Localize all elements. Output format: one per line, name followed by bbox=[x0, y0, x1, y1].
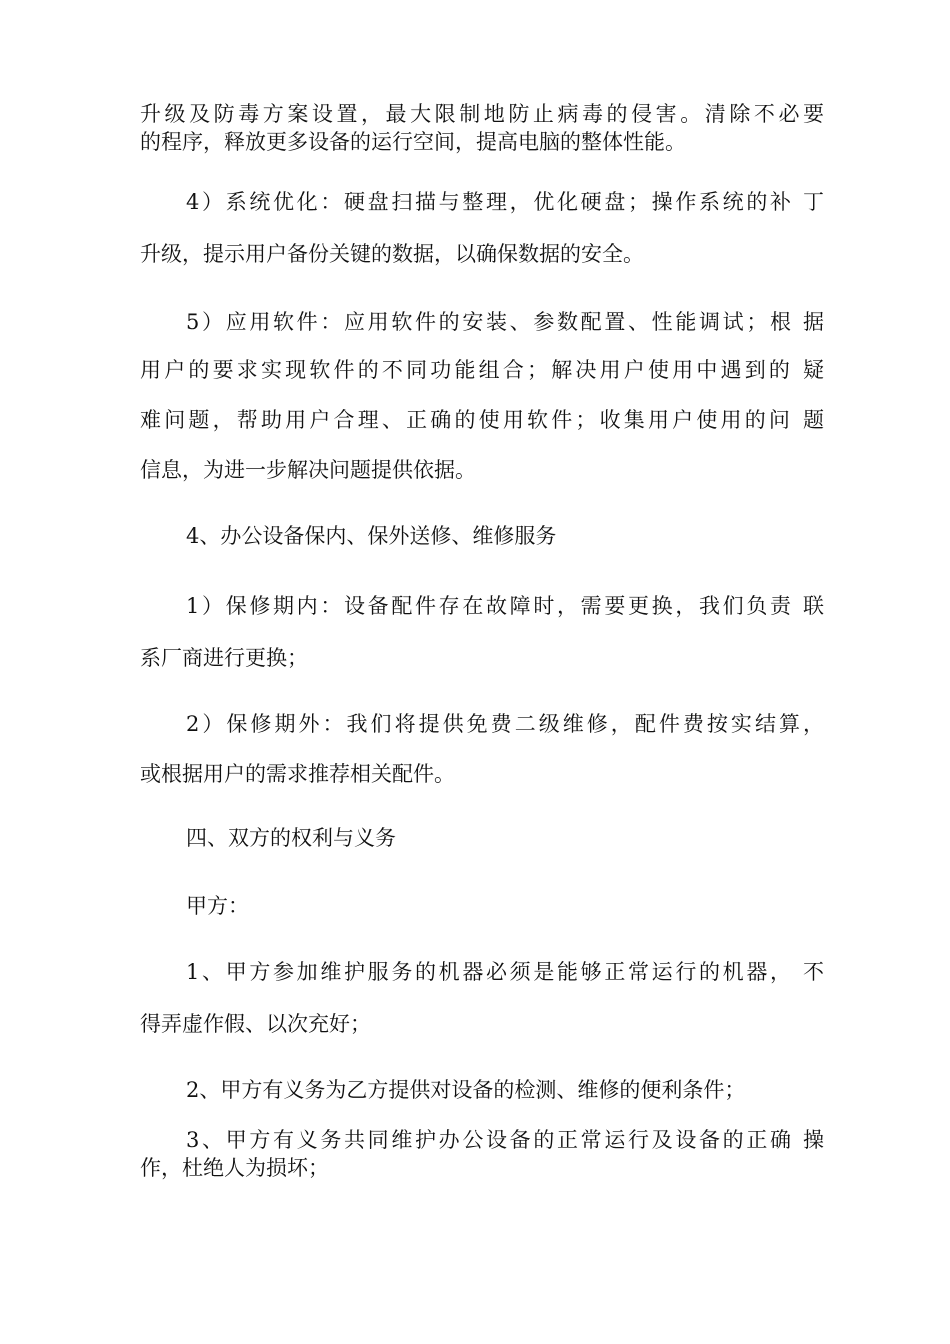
text-line: 作，杜绝人为损坏； bbox=[140, 1156, 329, 1180]
text-line: 3、甲方有义务共同维护办公设备的正常运行及设备的正确 操 bbox=[186, 1128, 824, 1152]
text-line: 升级及防毒方案设置，最大限制地防止病毒的侵害。清除不必要 bbox=[140, 102, 824, 126]
section-heading: 4、办公设备保内、保外送修、维修服务 bbox=[186, 524, 557, 548]
text-line: 2、甲方有义务为乙方提供对设备的检测、维修的便利条件； bbox=[186, 1078, 746, 1102]
text-line: 4）系统优化：硬盘扫描与整理，优化硬盘；操作系统的补 丁 bbox=[186, 190, 824, 214]
text-line: 系厂商进行更换； bbox=[140, 646, 308, 670]
party-label: 甲方： bbox=[186, 894, 249, 918]
text-line: 或根据用户的需求推荐相关配件。 bbox=[140, 762, 455, 786]
text-line: 得弄虚作假、以次充好； bbox=[140, 1012, 371, 1036]
text-line: 的程序，释放更多设备的运行空间，提高电脑的整体性能。 bbox=[140, 130, 686, 154]
section-heading: 四、双方的权利与义务 bbox=[186, 826, 396, 850]
text-line: 用户的要求实现软件的不同功能组合；解决用户使用中遇到的 疑 bbox=[140, 358, 824, 382]
text-line: 5）应用软件：应用软件的安装、参数配置、性能调试；根 据 bbox=[186, 310, 824, 334]
text-line: 2）保修期外：我们将提供免费二级维修，配件费按实结算， bbox=[186, 712, 824, 736]
text-line: 1）保修期内：设备配件存在故障时，需要更换，我们负责 联 bbox=[186, 594, 824, 618]
text-line: 1、甲方参加维护服务的机器必须是能够正常运行的机器， 不 bbox=[186, 960, 824, 984]
text-line: 难问题，帮助用户合理、正确的使用软件；收集用户使用的问 题 bbox=[140, 408, 824, 432]
text-line: 信息，为进一步解决问题提供依据。 bbox=[140, 458, 476, 482]
text-line: 升级，提示用户备份关键的数据，以确保数据的安全。 bbox=[140, 242, 644, 266]
